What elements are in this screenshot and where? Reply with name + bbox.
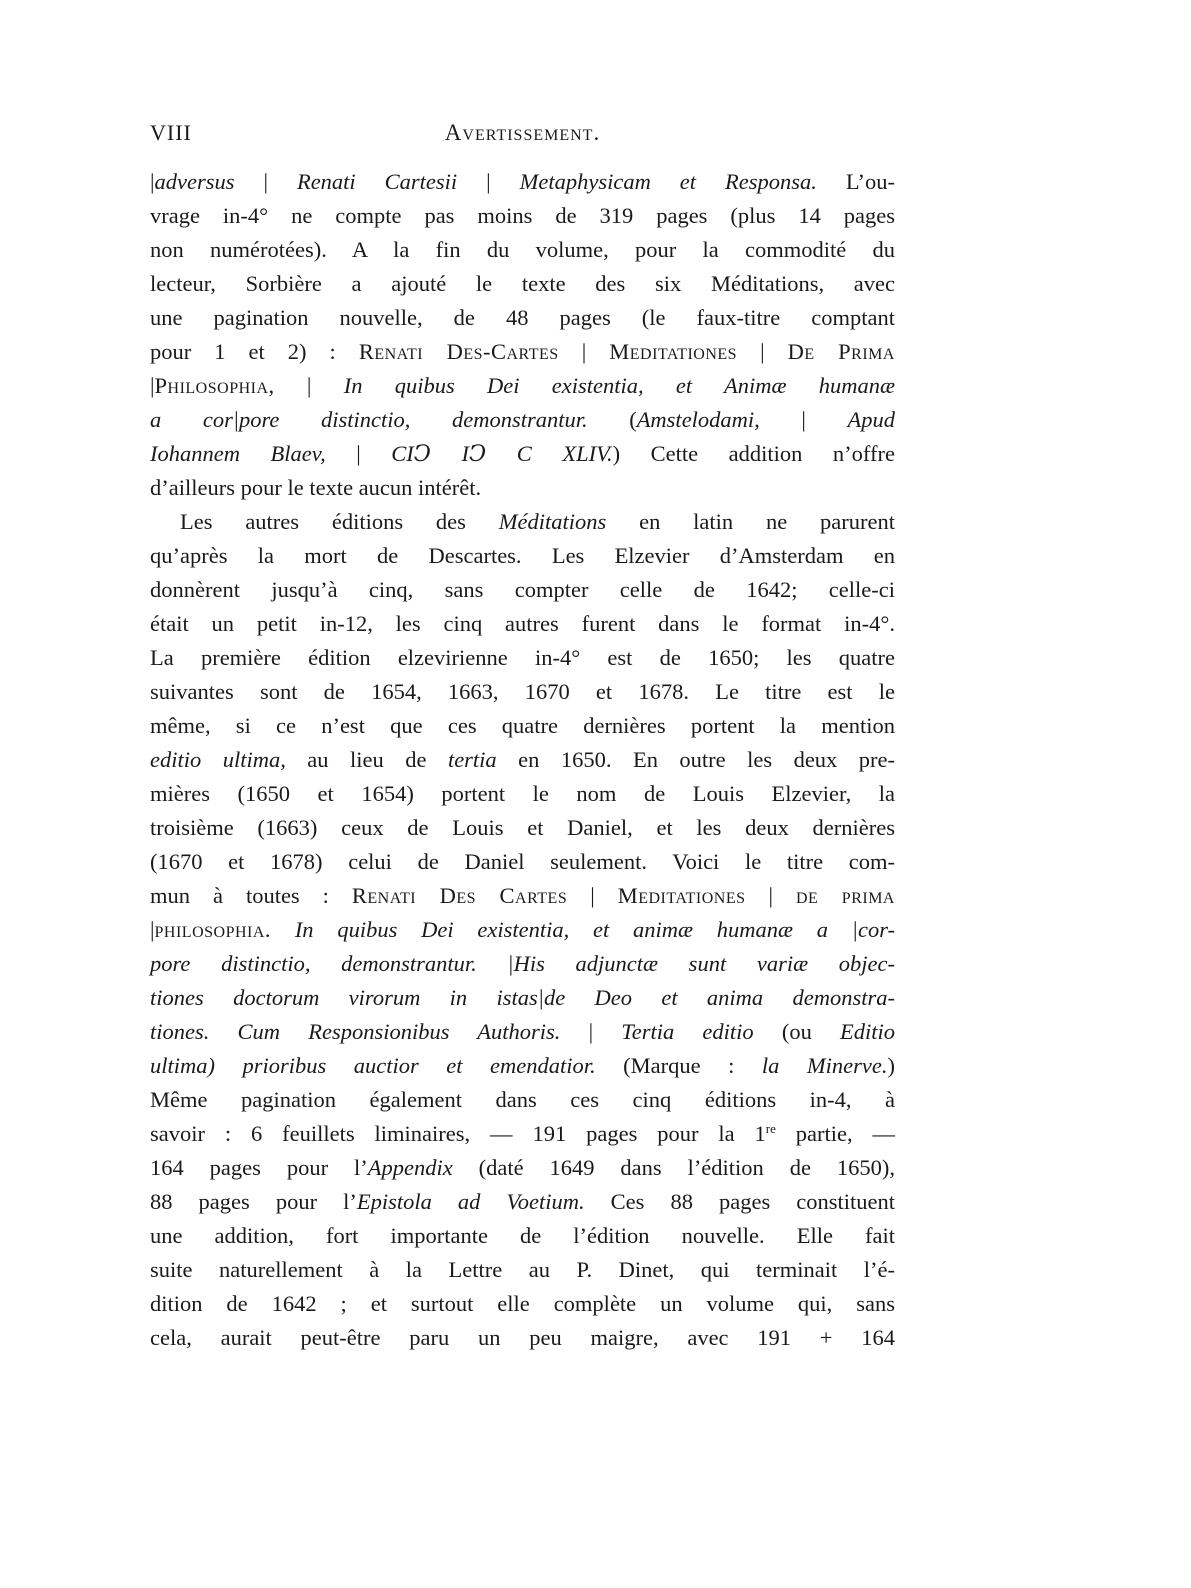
text-line: [150, 1049, 895, 1083]
italic-text: Apud: [847, 407, 895, 432]
italic-text: tiones doctorum virorum in istas|de Deo et anima demonstra-: [150, 985, 895, 1010]
text-line: [150, 1253, 895, 1287]
text-segment: |: [457, 169, 520, 194]
text-segment: |: [150, 373, 155, 398]
text-segment: |: [737, 339, 788, 364]
text-segment: |: [274, 373, 344, 398]
text-segment: troisième (1663) ceux de Louis et Daniel, et les deux dernières: [150, 815, 895, 840]
text-segment: suite naturellement à la Lettre au P. Dinet, qui terminait l’é-: [150, 1257, 895, 1282]
italic-text: Epistola ad Voetium.: [356, 1189, 585, 1214]
text-segment: suivantes sont de 1654, 1663, 1670 et 1678. Le titre est le: [150, 679, 895, 704]
italic-text: Amstelodami,: [636, 407, 760, 432]
italic-text: a cor|pore distinctio, demonstrantur.: [150, 407, 588, 432]
text-segment: mun à toutes :: [150, 883, 352, 908]
italic-text: Tertia editio: [621, 1019, 754, 1044]
text-segment: |: [759, 407, 848, 432]
text-line: [150, 369, 895, 403]
text-line: [150, 505, 895, 539]
text-line: [150, 471, 895, 505]
text-line: [150, 879, 895, 913]
small-caps-text: De Prima: [787, 339, 895, 364]
text-line: [150, 709, 895, 743]
text-segment: Ces 88 pages constituent: [584, 1189, 896, 1214]
text-segment: (Marque :: [595, 1053, 762, 1078]
text-segment: d’ailleurs pour le texte aucun intérêt.: [150, 475, 482, 500]
text-line: [150, 777, 895, 811]
text-segment: dition de 1642 ; et surtout elle complète un volume qui, sans: [150, 1291, 895, 1316]
text-line: [150, 1185, 895, 1219]
small-caps-text: Meditationes: [617, 883, 746, 908]
small-caps-text: Renati Des Cartes: [351, 883, 568, 908]
text-segment: |: [560, 1019, 622, 1044]
text-segment: Même pagination également dans ces cinq éditions in-4, à: [150, 1087, 895, 1112]
text-segment: [271, 917, 295, 942]
text-line: [150, 301, 895, 335]
text-line: [150, 1219, 895, 1253]
text-segment: (daté 1649 dans l’édition de 1650),: [452, 1155, 895, 1180]
italic-text: CIↃ IↃ C XLIV.: [391, 441, 613, 466]
text-line: [150, 981, 895, 1015]
text-segment: Les autres éditions des: [180, 509, 499, 534]
text-segment: 164 pages pour l’: [150, 1155, 368, 1180]
italic-text: In quibus Dei existentia, et animæ humanæ a |cor-: [294, 917, 895, 942]
text-segment: La première édition elzevirienne in-4° est de 1650; les quatre: [150, 645, 895, 670]
text-segment: mières (1650 et 1654) portent le nom de Louis Elzevier, la: [150, 781, 895, 806]
italic-text: Iohannem Blaev,: [150, 441, 326, 466]
italic-text: tiones. Cum Responsionibus Authoris.: [150, 1019, 561, 1044]
text-segment: 88 pages pour l’: [150, 1189, 357, 1214]
text-segment: |: [567, 883, 618, 908]
text-segment: |: [745, 883, 796, 908]
italic-text: Metaphysicam et Responsa.: [519, 169, 817, 194]
text-line: [150, 947, 895, 981]
italic-text: Appendix: [367, 1155, 453, 1180]
small-caps-text: Philosophia,: [154, 373, 275, 398]
small-caps-text: de prima: [796, 883, 895, 908]
running-head: [150, 118, 895, 148]
text-segment: ): [887, 1053, 895, 1078]
italic-text: In quibus Dei existentia, et Animæ humanæ: [343, 373, 895, 398]
text-segment: en 1650. En outre les deux pre-: [496, 747, 895, 772]
text-line: [150, 1151, 895, 1185]
running-title: Avertissement.: [444, 120, 601, 145]
text-segment: |: [234, 169, 297, 194]
text-segment: |: [325, 441, 392, 466]
text-segment: non numérotées). A la fin du volume, pour la commodité du: [150, 237, 895, 262]
text-line: [150, 233, 895, 267]
page-number: VIII: [150, 120, 192, 145]
superscript-text: re: [765, 1121, 776, 1136]
text-line: [150, 913, 895, 947]
text-line: [150, 573, 895, 607]
text-segment: qu’après la mort de Descartes. Les Elzevier d’Amsterdam en: [150, 543, 895, 568]
text-segment: donnèrent jusqu’à cinq, sans compter celle de 1642; celle-ci: [150, 577, 895, 602]
text-segment: partie, —: [775, 1121, 895, 1146]
text-line: [150, 641, 895, 675]
text-line: [150, 165, 895, 199]
text-segment: (1670 et 1678) celui de Daniel seulement. Voici le titre com-: [150, 849, 895, 874]
text-line: [150, 675, 895, 709]
text-line: [150, 403, 895, 437]
text-line: [150, 743, 895, 777]
text-line: [150, 1287, 895, 1321]
text-segment: (: [587, 407, 637, 432]
text-segment: au lieu de: [285, 747, 448, 772]
italic-text: Editio: [840, 1019, 896, 1044]
italic-text: pore distinctio, demonstrantur. |His adjunctæ sunt variæ objec-: [150, 951, 895, 976]
italic-text: adversus: [154, 169, 235, 194]
text-line: [150, 1015, 895, 1049]
text-segment: pour 1 et 2) :: [150, 339, 359, 364]
text-line: [150, 1321, 895, 1355]
text-line: [150, 437, 895, 471]
text-segment: même, si ce n’est que ces quatre dernières portent la mention: [150, 713, 895, 738]
text-line: [150, 539, 895, 573]
small-caps-text: philosophia.: [154, 917, 272, 942]
text-segment: L’ou-: [816, 169, 895, 194]
text-line: [150, 845, 895, 879]
italic-text: Renati Cartesii: [296, 169, 458, 194]
text-line: [150, 1083, 895, 1117]
small-caps-text: Meditationes: [609, 339, 738, 364]
text-line: [150, 607, 895, 641]
italic-text: tertia: [447, 747, 497, 772]
text-line: [150, 1117, 895, 1151]
text-segment: (ou: [753, 1019, 841, 1044]
text-segment: une pagination nouvelle, de 48 pages (le faux-titre comptant: [150, 305, 895, 330]
text-segment: |: [150, 917, 155, 942]
italic-text: Méditations: [498, 509, 607, 534]
body-text: [150, 165, 895, 1355]
text-segment: lecteur, Sorbière a ajouté le texte des six Méditations, avec: [150, 271, 895, 296]
text-line: [150, 199, 895, 233]
text-line: [150, 811, 895, 845]
small-caps-text: Renati Des-Cartes: [358, 339, 559, 364]
text-segment: |: [150, 169, 155, 194]
italic-text: editio ultima,: [150, 747, 286, 772]
text-segment: ) Cette addition n’offre: [612, 441, 895, 466]
text-segment: en latin ne parurent: [606, 509, 895, 534]
text-segment: savoir : 6 feuillets liminaires, — 191 pages pour la 1: [150, 1121, 766, 1146]
text-segment: vrage in-4° ne compte pas moins de 319 pages (plus 14 pages: [150, 203, 895, 228]
text-line: [150, 335, 895, 369]
text-segment: était un petit in-12, les cinq autres furent dans le format in-4°.: [150, 611, 895, 636]
italic-text: la Minerve.: [761, 1053, 888, 1078]
text-line: [150, 267, 895, 301]
text-segment: cela, aurait peut-être paru un peu maigre, avec 191 + 164: [150, 1325, 895, 1350]
text-segment: une addition, fort importante de l’édition nouvelle. Elle fait: [150, 1223, 895, 1248]
text-segment: |: [558, 339, 610, 364]
italic-text: ultima) prioribus auctior et emendatior.: [150, 1053, 596, 1078]
